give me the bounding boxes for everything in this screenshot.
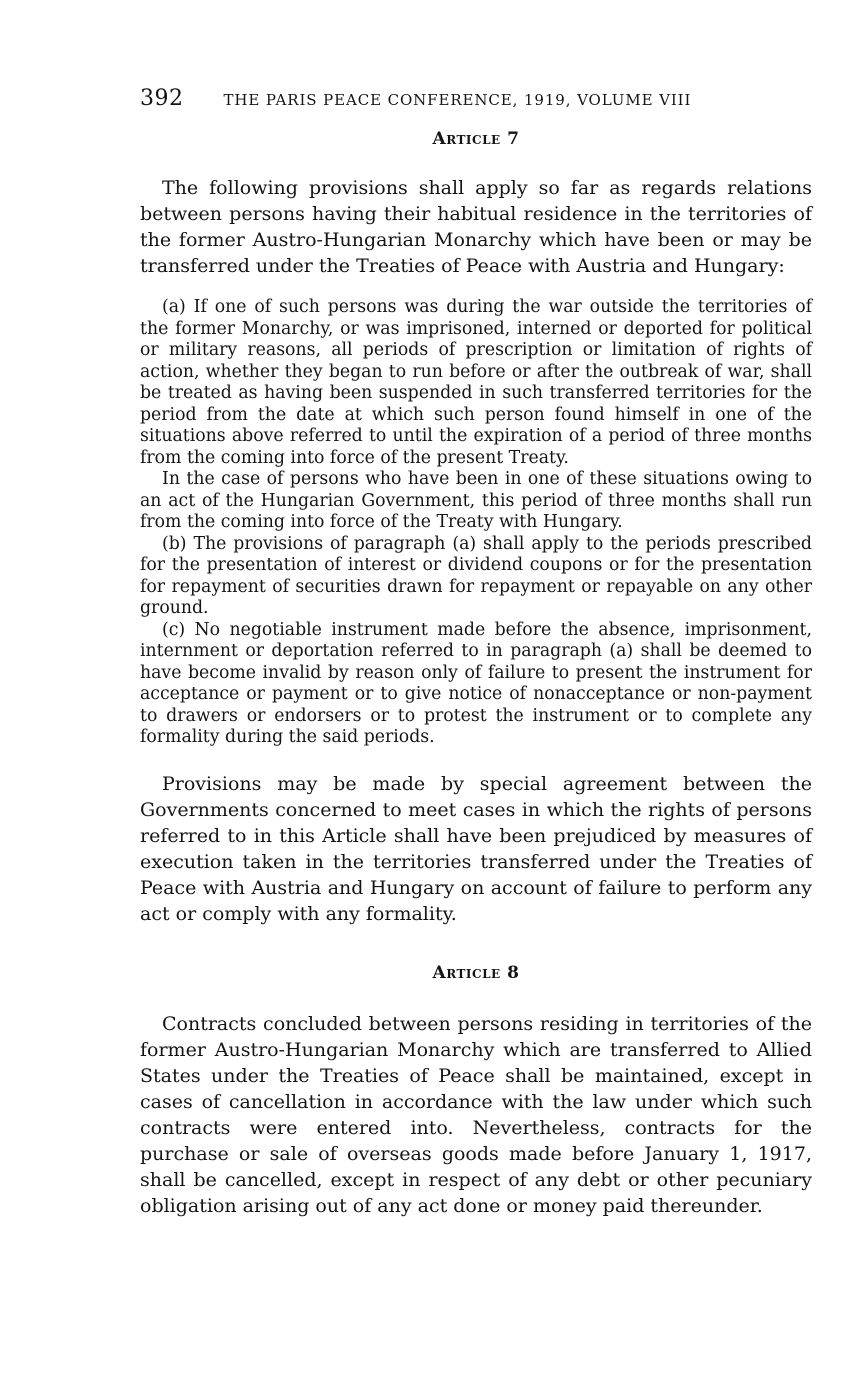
article-7-paragraph-b: (b) The provisions of paragraph (a) shall apply to the periods prescribed for the presentation of interest or dividend coupons or for the presentation for repayment of securities drawn for repayment or repayable on any other ground. [140, 533, 812, 618]
running-head [140, 86, 812, 111]
article-7-closing: Provisions may be made by special agreement between the Governments concerned to meet cases in which the rights of persons referred to in this Article shall have been prejudiced by measures of execution taken in the territories transferred under the Treaties of Peace with Austria and Hungary on account of failure to perform any act or comply with any formality. [140, 772, 812, 925]
article-7-subparagraphs [140, 297, 812, 749]
article-8-body: Contracts concluded between persons residing in territories of the former Austro-Hungarian Monarchy which are transferred to Allied States under the Treaties of Peace shall be maintained, except in cases of cancellation in accordance with the law under which such contracts were entered into. Nevertheless, contracts for the purchase or sale of overseas goods made before January 1, 1917, shall be cancelled, except in respect of any debt or other pecuniary obligation arising out of any act done or money paid thereunder. [140, 1012, 812, 1217]
article-7-intro: The following provisions shall apply so far as regards relations between persons having their habitual residence in the territories of the former Austro-Hungarian Monarchy which have been or may be transferred under the Treaties of Peace with Austria and Hungary: [140, 177, 812, 277]
article-7-heading: Article 7 [432, 129, 520, 149]
page-number: 392 [140, 86, 184, 111]
running-title: THE PARIS PEACE CONFERENCE, 1919, VOLUME VIII [223, 91, 692, 109]
article-7-paragraph-c: (c) No negotiable instrument made before the absence, imprisonment, internment or deportation referred to in paragraph (a) shall be deemed to have become invalid by reason only of failure to present the instrument for acceptance or payment or to give notice of nonacceptance or non-payment to drawers or endorsers or to protest the instrument or to complete any formality during the said periods. [140, 619, 812, 747]
document-page [140, 86, 812, 1219]
article-7-paragraph-a-continued: In the case of persons who have been in one of these situations owing to an act of the Hungarian Government, this period of three months shall run from the coming into force of the Treaty with Hungary. [140, 469, 812, 532]
article-8-heading: Article 8 [432, 962, 520, 983]
article-7-paragraph-a: (a) If one of such persons was during the war outside the territories of the former Monarchy, or was imprisoned, interned or deported for political or military reasons, all periods of prescription or limitation of rights of action, whether they began to run before or after the outbreak of war, shall be treated as having been suspended in such transferred territories for the period from the date at which such person found himself in one of the situations above referred to until the expiration of a period of three months from the coming into force of the present Treaty. [140, 297, 812, 468]
